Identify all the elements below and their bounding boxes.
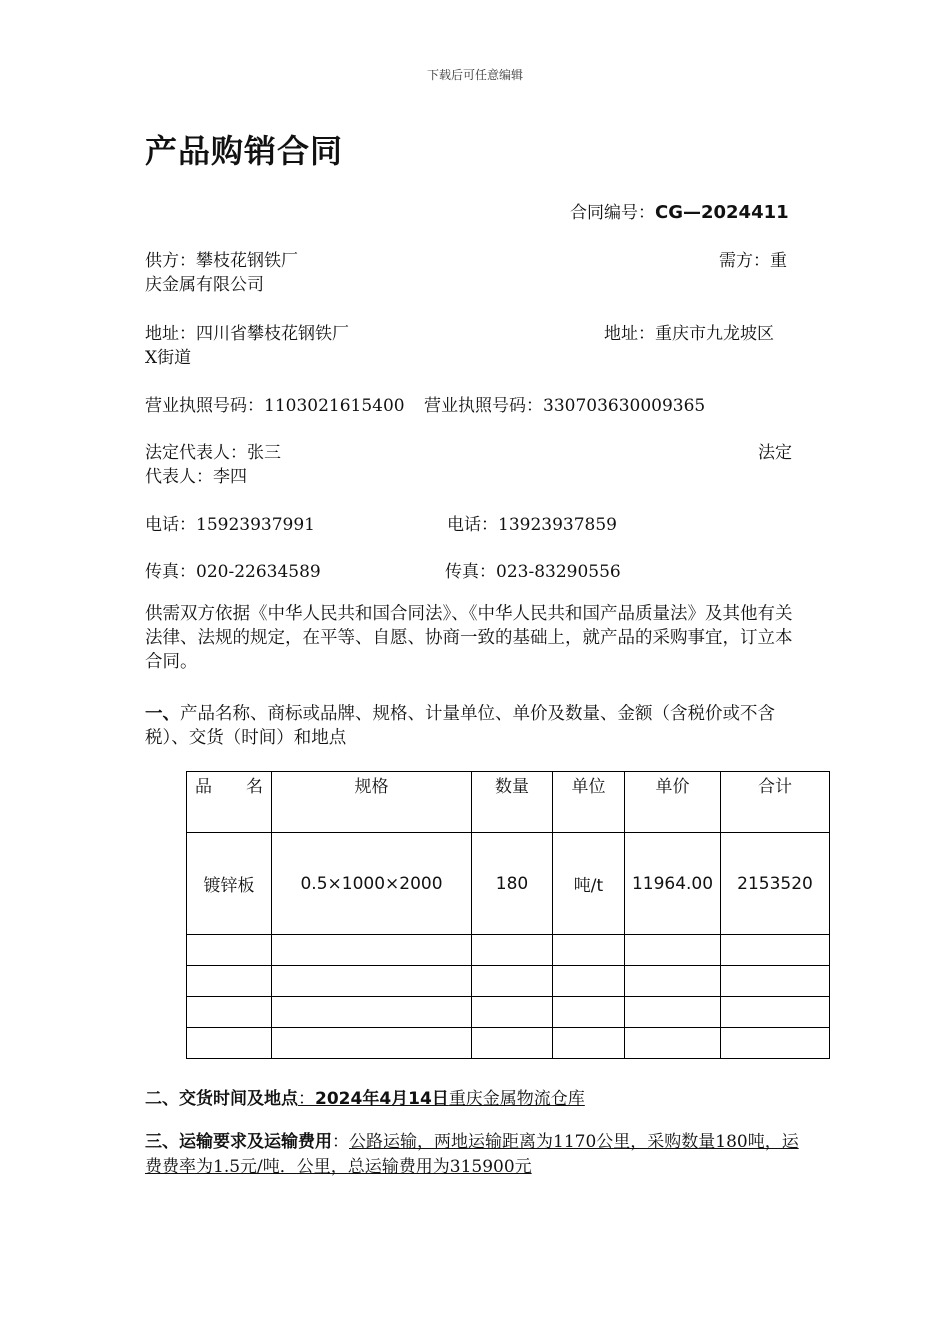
section-3-colon: ： [332, 1132, 349, 1152]
cell-total: 2153520 [721, 833, 830, 935]
header-quantity: 数量 [472, 772, 553, 833]
intro-paragraph: 供需双方依据《中华人民共和国合同法》、《中华人民共和国产品质量法》及其他有关法律、法规的规定，在平等、自愿、协商一致的基础上，就产品的采购事宜，订立本合同。 [145, 604, 793, 672]
supplier-rep: 法定代表人：张三 [145, 443, 281, 463]
section-2 [145, 1084, 585, 1109]
table-header-row [187, 772, 830, 833]
header-spec: 规格 [272, 772, 472, 833]
cell-unit: 吨/t [553, 833, 625, 935]
section-3-label: 三、运输要求及运输费用 [145, 1132, 332, 1152]
table-row [187, 833, 830, 935]
section-3 [145, 1130, 805, 1180]
cell-unit-price: 11964.00 [625, 833, 721, 935]
table-row-empty [187, 966, 830, 997]
supplier-license: 营业执照号码：1103021615400 [145, 396, 405, 416]
table-row-empty [187, 935, 830, 966]
buyer-name-rest: 庆金属有限公司 [145, 275, 264, 295]
buyer-rep-first: 法定 [758, 443, 792, 463]
section-1-text: 产品名称、商标或品牌、规格、计量单位、单价及数量、金额（含税价或不含税）、交货（时间）和地点 [145, 704, 775, 748]
section-2-date: 2024年4月14日 [315, 1089, 449, 1109]
buyer-address-rest: X街道 [145, 348, 192, 368]
section-3-text: 公路运输，两地运输距离为1170公里，采购数量180吨，运费费率为1.5元/吨．公里，总运输费用为315900元 [145, 1132, 799, 1177]
supplier-phone: 电话：15923937991 [145, 515, 315, 535]
section-1-heading [145, 702, 805, 750]
buyer-license: 营业执照号码：330703630009365 [424, 396, 706, 416]
buyer-fax: 传真：023-83290556 [445, 562, 621, 582]
section-2-colon: ： [298, 1089, 315, 1109]
section-2-label: 二、交货时间及地点 [145, 1089, 298, 1109]
header-name: 品 名 [187, 772, 272, 833]
cell-name: 镀锌板 [187, 833, 272, 935]
buyer-rep-rest: 代表人：李四 [145, 467, 247, 487]
cell-quantity: 180 [472, 833, 553, 935]
cell-spec: 0.5×1000×2000 [272, 833, 472, 935]
contract-number [570, 198, 789, 223]
supplier-address: 地址：四川省攀枝花钢铁厂 [145, 324, 349, 344]
buyer-phone: 电话：13923937859 [447, 515, 617, 535]
header-total: 合计 [721, 772, 830, 833]
header-note: 下载后可任意编辑 [426, 68, 523, 82]
product-table [186, 771, 830, 1059]
table-row-empty [187, 1028, 830, 1059]
supplier-fax: 传真：020-22634589 [145, 562, 321, 582]
buyer-address-first: 地址：重庆市九龙坡区 [604, 324, 774, 344]
buyer-name-first: 需方：重 [719, 251, 787, 271]
contract-number-value: CG—2024411 [655, 202, 789, 223]
header-unit: 单位 [553, 772, 625, 833]
page-title: 产品购销合同 [145, 132, 344, 170]
contract-number-label: 合同编号： [570, 203, 655, 223]
section-2-place: 重庆金属物流仓库 [448, 1089, 585, 1109]
header-unit-price: 单价 [625, 772, 721, 833]
section-1-number: 一、 [145, 704, 180, 724]
table-row-empty [187, 997, 830, 1028]
supplier-name: 供方：攀枝花钢铁厂 [145, 251, 298, 271]
